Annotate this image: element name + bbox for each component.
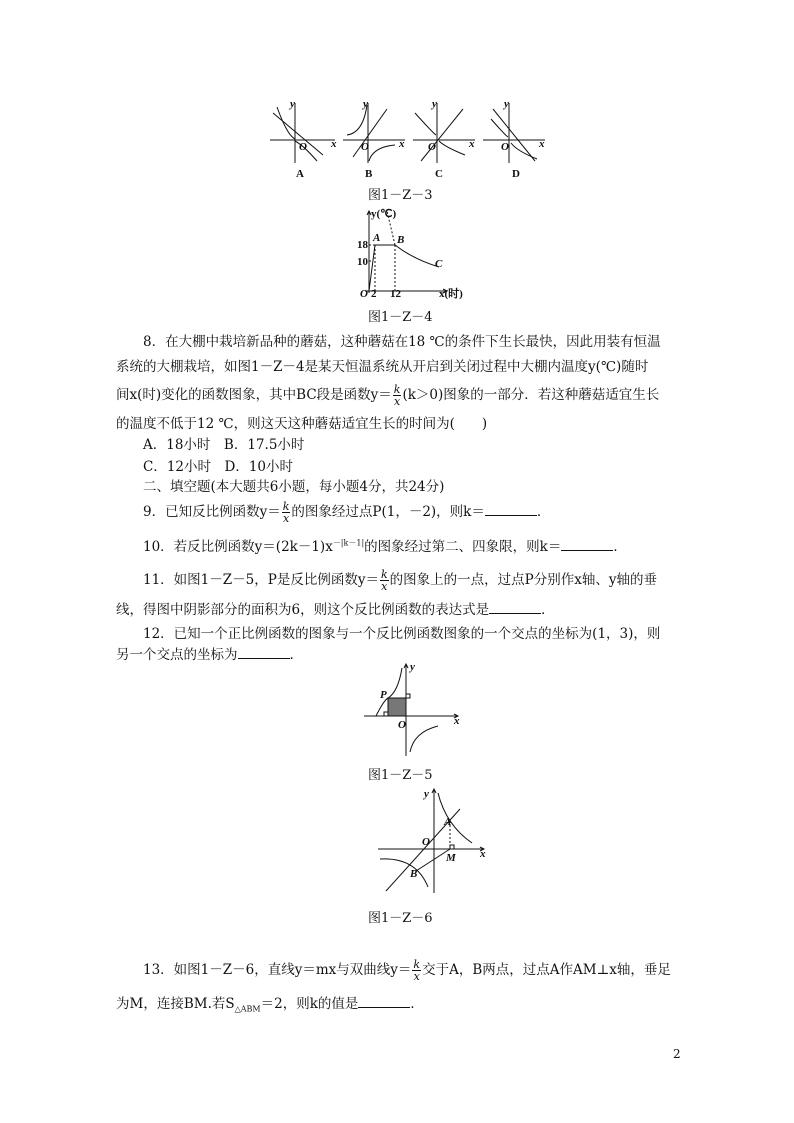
q11-line2: [116, 598, 555, 618]
q13-frac-num: k: [413, 958, 421, 971]
q8-line3: [116, 383, 659, 407]
point-b-label: B: [397, 234, 405, 246]
axis-y-label-d: y: [504, 98, 509, 110]
y-axis-label: y(℃): [371, 208, 397, 220]
axis-x-label-c: x: [469, 138, 475, 150]
q8-line1: 8．在大棚中栽培新品种的蘑菇，这种蘑菇在18 ℃的条件下生长最快，因此用装有恒温: [143, 334, 661, 350]
axis-x-label-d: x: [539, 138, 545, 150]
figure-caption-1-z-6: 图1－Z－6: [368, 911, 433, 926]
axis-x-label-a: x: [331, 138, 337, 150]
axis-x-label: x: [454, 715, 460, 727]
point-p-label: P: [380, 689, 387, 701]
q10-end: ．: [613, 539, 627, 555]
point-a-label: A: [373, 232, 381, 244]
q9-frac-den: x: [282, 512, 290, 525]
q13-subscript: △ABM: [234, 1004, 261, 1014]
q8-line2: 系统的大棚栽培，如图1－Z－4是某天恒温系统从开启到关闭过程中大棚内温度y(℃)随时: [116, 359, 649, 375]
q13-a: 13．如图1－Z－6，直线y＝mx与双曲线y＝: [143, 962, 412, 978]
q8-line3-b: (k＞0)图象的一部分．若这种蘑菇适宜生长: [402, 387, 660, 403]
figure-caption-1-z-5: 图1－Z－5: [368, 768, 433, 783]
q9-frac-num: k: [282, 500, 290, 513]
origin-label-d: O: [501, 141, 509, 153]
q8-options-ab: A．18小时 B．17.5小时: [143, 437, 305, 453]
axis-x-label-b: x: [399, 138, 405, 150]
q10-a: 10．若反比例函数y＝(2k－1)x: [143, 539, 333, 555]
option-label-a: A: [296, 168, 304, 180]
q13-line2-b: ＝2，则k的值是: [260, 996, 359, 1012]
option-label-b: B: [365, 168, 373, 180]
q10: [143, 535, 627, 555]
q11-answer-blank[interactable]: [489, 602, 541, 614]
q11-end: ．: [541, 602, 555, 618]
origin-label: O: [422, 836, 430, 848]
q10-exponent: －|k－1|: [332, 538, 365, 548]
figure-1-z-4: [355, 205, 475, 300]
q11-fraction: [380, 569, 389, 592]
q11-frac-den: x: [381, 580, 388, 593]
q9-answer-blank[interactable]: [485, 504, 537, 516]
q9-fraction: [282, 501, 291, 524]
page-number: 2: [673, 1047, 681, 1061]
q8-line4: 的温度不低于12 ℃，则这天这种蘑菇适宜生长的时间为( ): [116, 416, 488, 432]
figure-caption-1-z-3: 图1－Z－3: [368, 188, 433, 203]
q13-b: 交于A，B两点，过点A作AM⊥x轴，垂足: [422, 962, 671, 978]
q10-answer-blank[interactable]: [561, 539, 613, 551]
q11-b: 的图象上的一点，过点P分别作x轴、y轴的垂: [389, 572, 657, 588]
tick-x-12: 12: [390, 288, 401, 300]
figure-1-z-5: [362, 658, 467, 758]
tick-y-18: 18: [357, 239, 368, 251]
axis-y-label: y: [424, 788, 429, 800]
point-c-label: C: [435, 258, 443, 270]
origin-label: O: [398, 719, 406, 731]
q11-a: 11．如图1－Z－5，P是反比例函数y＝: [143, 572, 379, 588]
axis-y-label-c: y: [432, 98, 437, 110]
point-a-label: A: [444, 816, 452, 828]
point-b-label: B: [410, 868, 418, 880]
q9: [143, 500, 550, 524]
x-axis-label: x(时): [439, 288, 463, 300]
q13-answer-blank[interactable]: [358, 996, 410, 1008]
origin-label-a: O: [299, 141, 307, 153]
q12-end: ．: [289, 647, 303, 663]
origin-label-b: O: [361, 141, 369, 153]
q8-frac-num: k: [393, 383, 401, 396]
q8-fraction: [393, 384, 402, 407]
q10-b: 的图象经过第二、四象限，则k＝: [364, 539, 562, 555]
origin-label-c: O: [428, 141, 436, 153]
point-m-label: M: [446, 852, 456, 864]
axis-y-label-a: y: [290, 98, 295, 110]
q12-line2: [116, 643, 303, 663]
axis-y-label-b: y: [363, 98, 368, 110]
q9-end: ．: [536, 504, 551, 520]
figure-1-z-6: [376, 785, 491, 895]
q13-fraction: [412, 959, 421, 982]
q12-line1: 12．已知一个正比例函数的图象与一个反比例函数图象的一个交点的坐标为(1，3)，则: [143, 626, 661, 642]
section-heading: 二、填空题(本大题共6小题，每小题4分，共24分): [143, 479, 445, 495]
q12-line2-text: 另一个交点的坐标为: [116, 647, 238, 663]
q12-answer-blank[interactable]: [238, 647, 290, 659]
q11-line2-text: 线，得图中阴影部分的面积为6，则这个反比例函数的表达式是: [116, 602, 490, 618]
tick-x-2: 2: [371, 288, 377, 300]
q8-frac-den: x: [394, 395, 401, 408]
q13-end: ．: [410, 996, 424, 1012]
q13-line2: [116, 992, 424, 1014]
q13-frac-den: x: [413, 970, 420, 983]
axis-x-label: x: [480, 848, 486, 860]
q9-b: 的图象经过点P(1，－2)，则k＝: [291, 504, 485, 520]
q11-line1: [143, 568, 657, 592]
q8-options-cd: C．12小时 D．10小时: [143, 459, 294, 475]
axis-y-label: y: [410, 661, 415, 673]
option-label-d: D: [512, 168, 520, 180]
q13-line2-a: 为M，连接BM.若S: [116, 996, 235, 1012]
q11-frac-num: k: [380, 568, 388, 581]
figure-caption-1-z-4: 图1－Z－4: [368, 310, 433, 325]
origin-label: O: [360, 288, 368, 300]
q8-line3-a: 间x(时)变化的函数图象，其中BC段是函数y＝: [116, 387, 392, 403]
q13-line1: [143, 958, 671, 982]
tick-y-10: 10: [357, 256, 368, 268]
option-label-c: C: [435, 168, 443, 180]
figure-1-z-3: [265, 95, 545, 185]
q9-a: 9．已知反比例函数y＝: [143, 504, 281, 520]
